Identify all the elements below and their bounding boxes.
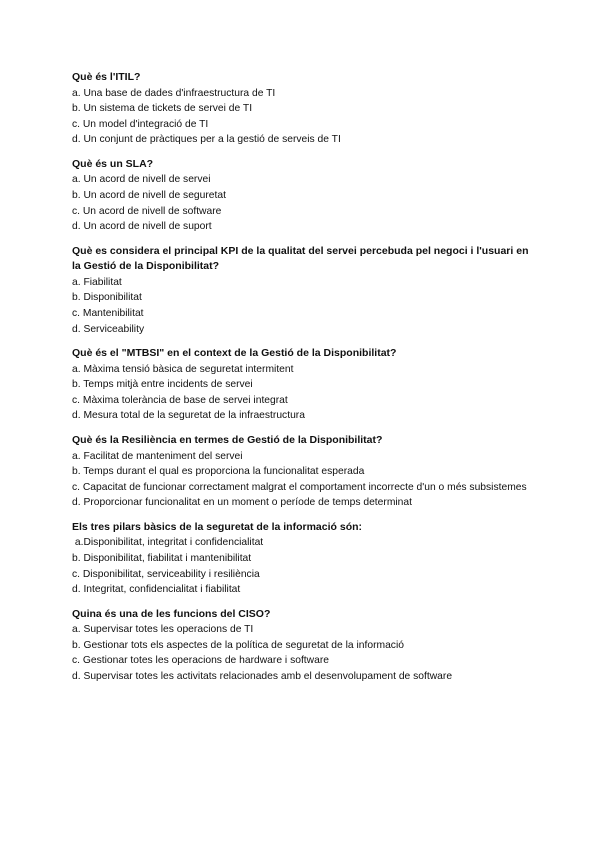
question-title: Què és el "MTBSI" en el context de la Gestió de la Disponibilitat? (72, 347, 397, 360)
option-a: a. Supervisar totes les operacions de TI (72, 624, 254, 636)
question-title: Què es considera el principal KPI de la qualitat del servei percebuda pel negoci i l'usuari en la Gestió de la Disponibilitat? (72, 244, 529, 273)
option-a: a.Disponibilitat, integritat i confidencialitat (72, 537, 264, 549)
question-title: Quina és una de les funcions del CISO? (72, 607, 271, 620)
question-title: Què és la Resiliència en termes de Gestió de la Disponibilitat? (72, 434, 383, 446)
option-c: c. Gestionar totes les operacions de hardware i software (72, 655, 329, 667)
options-list (72, 362, 532, 424)
option-b: b. Un sistema de tickets de servei de TI (72, 103, 253, 115)
question-block-kpi (72, 244, 532, 337)
question-block-security-pillars (72, 520, 532, 598)
option-c: c. Disponibilitat, serviceability i resiliència (72, 568, 260, 580)
option-c: c. Mantenibilitat (72, 307, 144, 319)
option-d: d. Un conjunt de pràctiques per a la gestió de serveis de TI (72, 134, 341, 146)
option-b: b. Disponibilitat (72, 292, 142, 304)
option-c: c. Un acord de nivell de software (72, 205, 222, 217)
question-block-mtbsi (72, 346, 532, 424)
question-title: Què és l'ITIL? (72, 71, 141, 83)
question-title: Què és un SLA? (72, 157, 154, 170)
options-list (72, 622, 532, 684)
option-a: a. Un acord de nivell de servei (72, 174, 211, 186)
quiz-page (72, 70, 532, 694)
option-a: a. Fiabilitat (72, 276, 122, 288)
options-list (72, 172, 532, 234)
option-c: c. Capacitat de funcionar correctament malgrat el comportament incorrecte d'un o més subsistemes (72, 481, 527, 493)
question-title: Els tres pilars bàsics de la seguretat de la informació són: (72, 520, 363, 533)
option-a: a. Facilitat de manteniment del servei (72, 450, 243, 462)
option-d: d. Mesura total de la seguretat de la infraestructura (72, 410, 305, 422)
option-d: d. Proporcionar funcionalitat en un moment o període de temps determinat (72, 497, 412, 509)
option-d: d. Integritat, confidencialitat i fiabilitat (72, 584, 241, 596)
option-c: c. Un model d'integració de TI (72, 118, 209, 130)
options-list (72, 86, 532, 148)
option-d: d. Un acord de nivell de suport (72, 221, 212, 233)
options-list (72, 275, 532, 337)
options-list (72, 449, 532, 511)
question-block-ciso (72, 607, 532, 685)
option-b: b. Temps durant el qual es proporciona la funcionalitat esperada (72, 466, 365, 478)
question-block-sla (72, 157, 532, 235)
option-d: d. Serviceability (72, 323, 145, 335)
option-b: b. Disponibilitat, fiabilitat i mantenibilitat (72, 552, 252, 564)
option-a: a. Una base de dades d'infraestructura de TI (72, 87, 276, 99)
option-b: b. Un acord de nivell de seguretat (72, 189, 226, 201)
option-a: a. Màxima tensió bàsica de seguretat intermitent (72, 363, 294, 375)
option-d: d. Supervisar totes les activitats relacionades amb el desenvolupament de software (72, 671, 453, 683)
option-b: b. Temps mitjà entre incidents de servei (72, 379, 253, 391)
option-b: b. Gestionar tots els aspectes de la política de seguretat de la informació (72, 639, 404, 651)
question-block-itil (72, 70, 532, 148)
option-c: c. Màxima tolerància de base de servei integrat (72, 394, 288, 406)
question-block-resilience (72, 433, 532, 511)
options-list (72, 535, 532, 597)
